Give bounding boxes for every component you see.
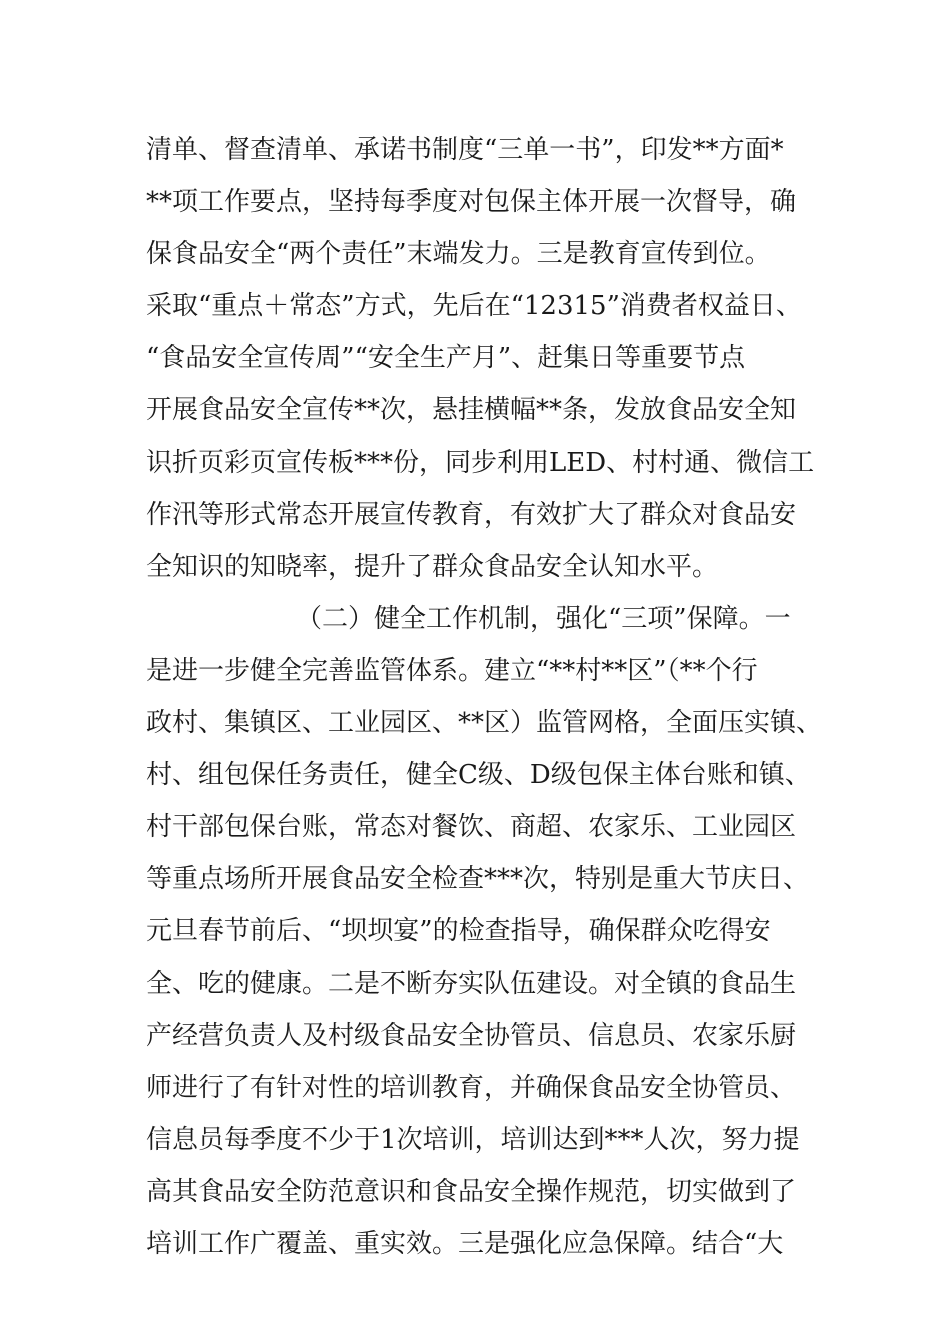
text-line: “食品安全宣传周”“安全生产月”、赶集日等重要节点 xyxy=(146,343,746,374)
text-line: 全、吃的健康。二是不断夯实队伍建设。对全镇的食品生 xyxy=(146,968,797,999)
body-text xyxy=(146,124,846,1270)
text-line: 等重点场所开展食品安全检查***次，特别是重大节庆日、 xyxy=(146,864,810,895)
text-line: 产经营负责人及村级食品安全协管员、信息员、农家乐厨 xyxy=(146,1020,797,1051)
text-line: 村干部包保台账，常态对餐饮、商超、农家乐、工业园区 xyxy=(146,812,797,843)
text-line: 开展食品安全宣传**次，悬挂横幅**条，发放食品安全知 xyxy=(146,395,797,426)
text-line: 保食品安全“两个责任”末端发力。三是教育宣传到位。 xyxy=(146,239,771,270)
text-line: 高其食品安全防范意识和食品安全操作规范，切实做到了 xyxy=(146,1176,797,1207)
text-line: **项工作要点，坚持每季度对包保主体开展一次督导，确 xyxy=(146,187,797,218)
text-line: 识折页彩页宣传板***份，同步利用LED、村村通、微信工 xyxy=(146,447,815,478)
text-line: 全知识的知晓率，提升了群众食品安全认知水平。 xyxy=(146,551,719,582)
text-line: 作汛等形式常态开展宣传教育，有效扩大了群众对食品安 xyxy=(146,499,797,530)
text-line: 村、组包保任务责任，健全C级、D级包保主体台账和镇、 xyxy=(146,760,811,791)
section-heading-line: （二）健全工作机制，强化“三项”保障。一 xyxy=(296,603,791,634)
text-line: 采取“重点＋常态”方式，先后在“12315”消费者权益日、 xyxy=(146,291,802,322)
text-line: 政村、集镇区、工业园区、**区）监管网格，全面压实镇、 xyxy=(146,708,823,739)
text-line: 清单、督查清单、承诺书制度“三单一书”，印发**方面* xyxy=(146,135,784,165)
text-line: 师进行了有针对性的培训教育，并确保食品安全协管员、 xyxy=(146,1072,797,1103)
text-line: 元旦春节前后、“坝坝宴”的检查指导，确保群众吃得安 xyxy=(146,916,771,947)
text-line: 信息员每季度不少于1次培训，培训达到***人次，努力提 xyxy=(146,1124,800,1155)
text-line: 培训工作广覆盖、重实效。三是强化应急保障。结合“大 xyxy=(146,1228,784,1259)
text-line: 是进一步健全完善监管体系。建立“**村**区”（**个行 xyxy=(146,655,758,686)
